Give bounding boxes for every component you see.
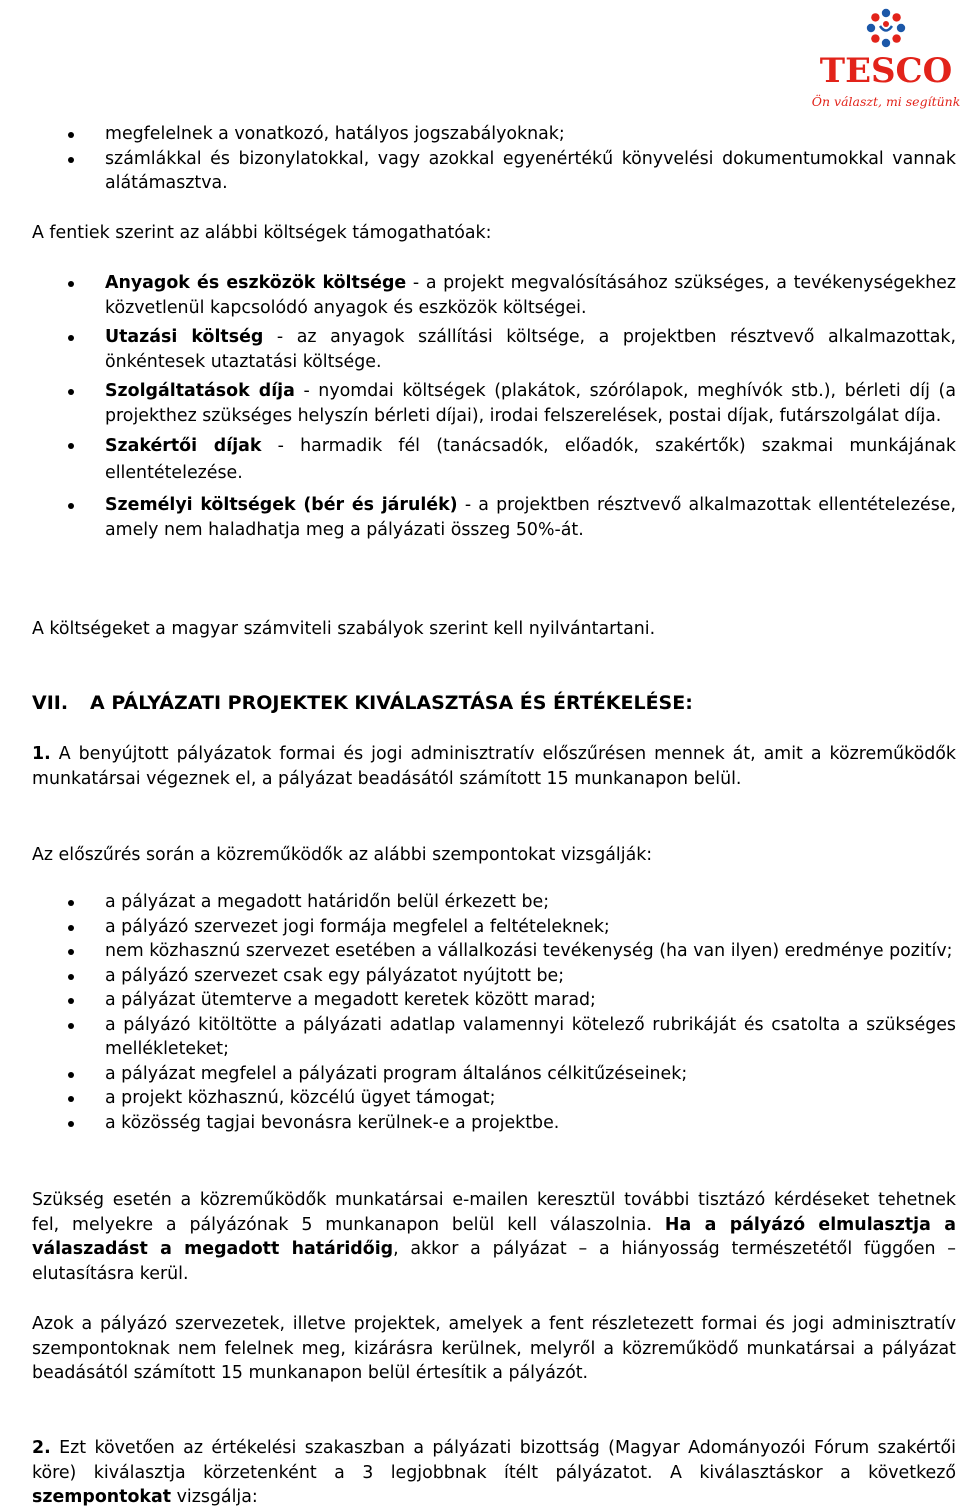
bullet-icon [68,132,74,138]
list-item: Szolgáltatások díja - nyomdai költségek (plakátok, szórólapok, meghívók stb.), bérleti díj (a projekthez szükséges helyszín bérleti díjai), irodai felszerelések, postai díjak, futárszolgálat díja. [32,379,956,428]
email-paragraph: Szükség esetén a közreműködők munkatársai e-mailen keresztül további tisztázó kérdéseket tehetnek fel, melyekre a pályázónak 5 munkanapon belül kell válaszolnia. Ha a pályázó elmulasztja a válaszadást a megadott határidőig, akkor a pályázat – a hiányosság természetétől függően – elutasításra kerül. [32,1190,957,1284]
tesco-stars-icon [812,2,960,114]
bullet-icon [68,1096,74,1102]
accounting-paragraph: A költségeket a magyar számviteli szabályok szerint kell nyilvántartani. [32,619,656,639]
top-list-block [32,122,956,196]
list-item: a pályázó szervezet csak egy pályázatot nyújtott be; [32,964,956,989]
list-item: nem közhasznú szervezet esetében a vállalkozási tevékenység (ha van ilyen) eredménye pozitív; [32,939,956,964]
bullet-icon [68,925,74,931]
list-item: Szakértői díjak - harmadik fél (tanácsadók, előadók, szakértők) szakmai munkájának ellentételezése. [32,433,956,487]
list-item: a projekt közhasznú, közcélú ügyet támogat; [32,1086,956,1111]
list-item: a pályázat a megadott határidőn belül érkezett be; [32,890,956,915]
bullet-icon [68,949,74,955]
bullet-icon [68,1072,74,1078]
list-item: a pályázó szervezet jogi formája megfelel a feltételeknek; [32,915,956,940]
criteria-intro: Az előszűrés során a közreműködők az alábbi szempontokat vizsgálják: [32,845,653,865]
rejection-paragraph: Azok a pályázó szervezetek, illetve projektek, amelyek a fent részletezett formai és jogi adminisztratív szempontoknak nem felelnek meg, kizárásra kerülnek, melyről a közreműködő munkatársai a pályázat beadásától számított 15 munkanapon belül értesítik a pályázót. [32,1314,956,1383]
cost-title: Utazási költség [105,327,264,347]
cost-title: Szakértői díjak [105,436,262,456]
paragraph-number: 1. [32,744,51,764]
top-list [32,122,956,196]
list-item: Utazási költség - az anyagok szállítási költsége, a projektben résztvevő alkalmazottak, önkéntesek utaztatási költsége. [32,325,956,374]
criteria-list-block [32,890,956,1135]
bullet-icon [68,998,74,1004]
paragraph-1: 1. A benyújtott pályázatok formai és jogi adminisztratív előszűrésen mennek át, amit a közreműködők munkatársai végeznek el, a pályázat beadásától számított 15 munkanapon belül. [32,744,956,789]
bullet-icon [68,281,74,287]
section-number: VII. [32,692,69,714]
logo-slogan: Ön választ, mi segítünk [812,94,960,109]
cost-title: Anyagok és eszközök költsége [105,273,407,293]
section-title: A PÁLYÁZATI PROJEKTEK KIVÁLASZTÁSA ÉS ÉRTÉKELÉSE: [90,692,693,714]
bullet-icon [68,1121,74,1127]
list-item: a közösség tagjai bevonásra kerülnek-e a projektbe. [32,1111,956,1136]
criteria-list [32,890,956,1135]
cost-list [32,271,956,542]
intro-paragraph: A fentiek szerint az alábbi költségek támogathatóak: [32,223,492,243]
list-item: a pályázat megfelel a pályázati program általános célkitűzéseinek; [32,1062,956,1087]
list-item: Anyagok és eszközök költsége - a projekt megvalósításához szükséges, a tevékenységekhez közvetlenül kapcsolódó anyagok és eszközök költségei. [32,271,956,320]
bullet-icon [68,335,74,341]
bullet-icon [68,503,74,509]
paragraph-2: 2. Ezt követően az értékelési szakaszban a pályázati bizottság (Magyar Adományozói Fórum szakértői köre) kiválasztja körzetenként a 3 legjobbnak ítélt pályázatot. A kiválasztáskor a következő szempontokat vizsgálja: [32,1438,956,1507]
list-item: a pályázat ütemterve a megadott keretek között marad; [32,988,956,1013]
bold-keyword: szempontokat [32,1487,172,1507]
section-heading [32,690,693,716]
paragraph-number: 2. [32,1438,51,1458]
list-item: a pályázó kitöltötte a pályázati adatlap valamennyi kötelező rubrikáját és csatolta a szükséges mellékleteket; [32,1013,956,1062]
bold-warning: Ha a pályázó elmulasztja a válaszadást a megadott határidőig [32,1214,957,1259]
cost-list-block [32,271,956,542]
bullet-icon [68,157,74,163]
tesco-logo [812,2,960,114]
cost-title: Szolgáltatások díja [105,381,295,401]
bullet-icon [68,900,74,906]
bullet-icon [68,389,74,395]
bullet-icon [68,1023,74,1029]
bullet-icon [68,443,74,449]
cost-title: Személyi költségek (bér és járulék) [105,495,458,515]
list-item: megfelelnek a vonatkozó, hatályos jogszabályoknak; [32,122,956,147]
list-item: Személyi költségek (bér és járulék) - a projektben résztvevő alkalmazottak ellentételezése, amely nem haladhatja meg a pályázati összeg 50%-át. [32,493,956,542]
logo-wordmark: TESCO [819,51,953,91]
bullet-icon [68,974,74,980]
list-item: számlákkal és bizonylatokkal, vagy azokkal egyenértékű könyvelési dokumentumokkal vannak alátámasztva. [32,147,956,196]
